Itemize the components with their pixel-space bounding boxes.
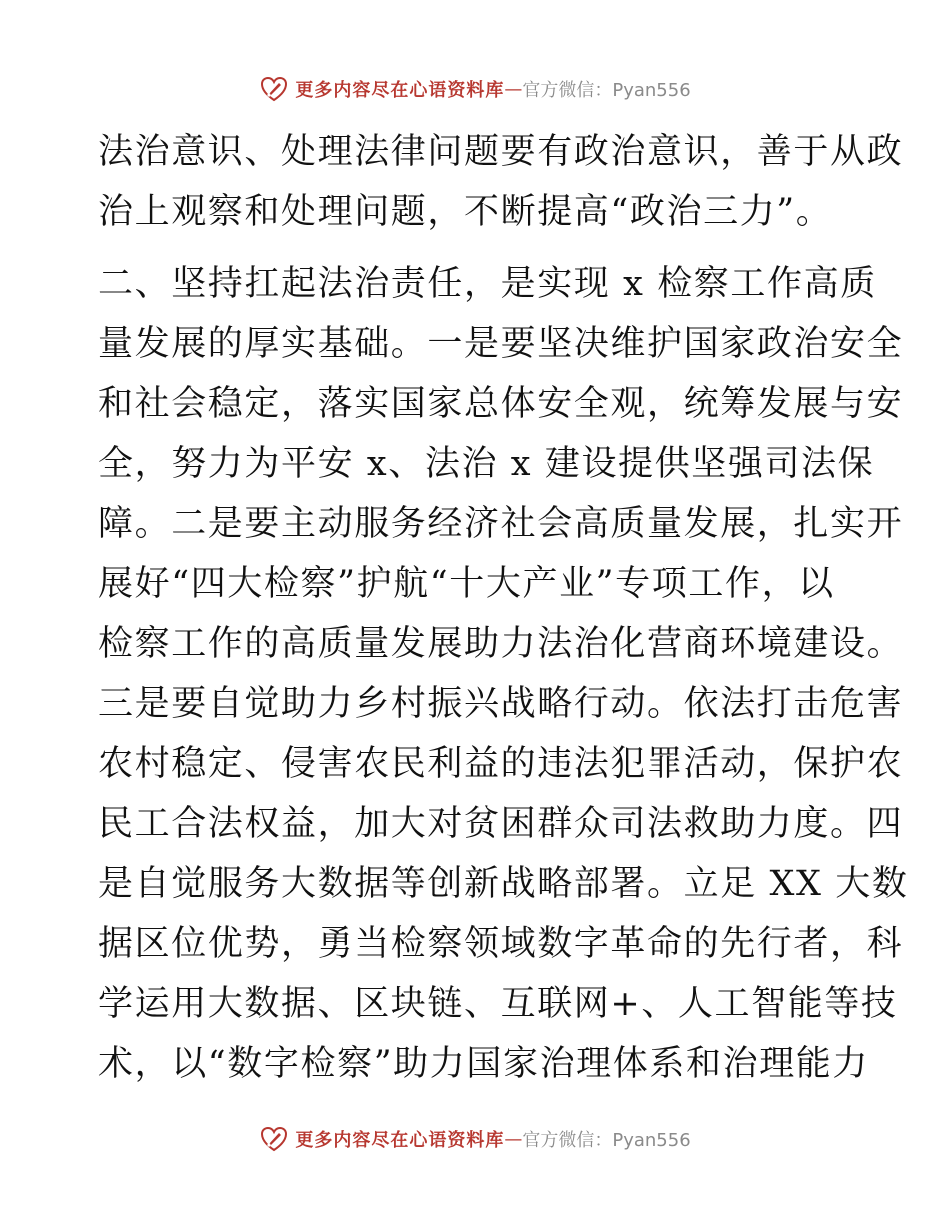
- text-line: 法治意识、处理法律问题要有政治意识，善于从政: [98, 132, 904, 172]
- footer-watermark: [0, 1124, 950, 1154]
- watermark-main-text: 更多内容尽在心语资料库: [295, 80, 505, 101]
- watermark-separator: —: [504, 78, 523, 100]
- watermark-contact-text: 官方微信：Pyan556: [522, 1130, 691, 1151]
- text-line: 是自觉服务大数据等创新战略部署。立足 XX 大数: [98, 864, 909, 904]
- text-line: 全，努力为平安 x、法治 x 建设提供坚强司法保: [98, 444, 875, 484]
- text-line: 治上观察和处理问题，不断提高“政治三力”。: [98, 192, 833, 232]
- text-line: 检察工作的高质量发展助力法治化营商环境建设。: [98, 624, 904, 664]
- text-line: 和社会稳定，落实国家总体安全观，统筹发展与安: [98, 384, 904, 424]
- pen-heart-logo-icon: [259, 1124, 289, 1154]
- text-line: 障。二是要主动服务经济社会高质量发展，扎实开: [98, 504, 904, 544]
- watermark-contact-text: 官方微信：Pyan556: [522, 80, 691, 101]
- text-line: 农村稳定、侵害农民利益的违法犯罪活动，保护农: [98, 744, 904, 784]
- text-line: 学运用大数据、区块链、互联网+、人工智能等技: [98, 984, 898, 1024]
- paragraph-continuation: [98, 122, 904, 242]
- watermark-separator: —: [504, 1128, 523, 1150]
- paragraph-section-two: [98, 254, 909, 1094]
- header-watermark: [0, 74, 950, 104]
- text-line: 民工合法权益，加大对贫困群众司法救助力度。四: [98, 804, 904, 844]
- document-body: [98, 122, 909, 1094]
- pen-heart-logo-icon: [259, 74, 289, 104]
- text-line: 术，以“数字检察”助力国家治理体系和治理能力: [98, 1044, 869, 1084]
- text-line: 三是要自觉助力乡村振兴战略行动。依法打击危害: [98, 684, 904, 724]
- watermark-main-text: 更多内容尽在心语资料库: [295, 1130, 505, 1151]
- text-line: 量发展的厚实基础。一是要坚决维护国家政治安全: [98, 324, 904, 364]
- text-line: 据区位优势，勇当检察领域数字革命的先行者，科: [98, 924, 904, 964]
- section-heading-line: 二、坚持扛起法治责任，是实现 x 检察工作高质: [98, 264, 877, 304]
- text-line: 展好“四大检察”护航“十大产业”专项工作，以: [98, 564, 835, 604]
